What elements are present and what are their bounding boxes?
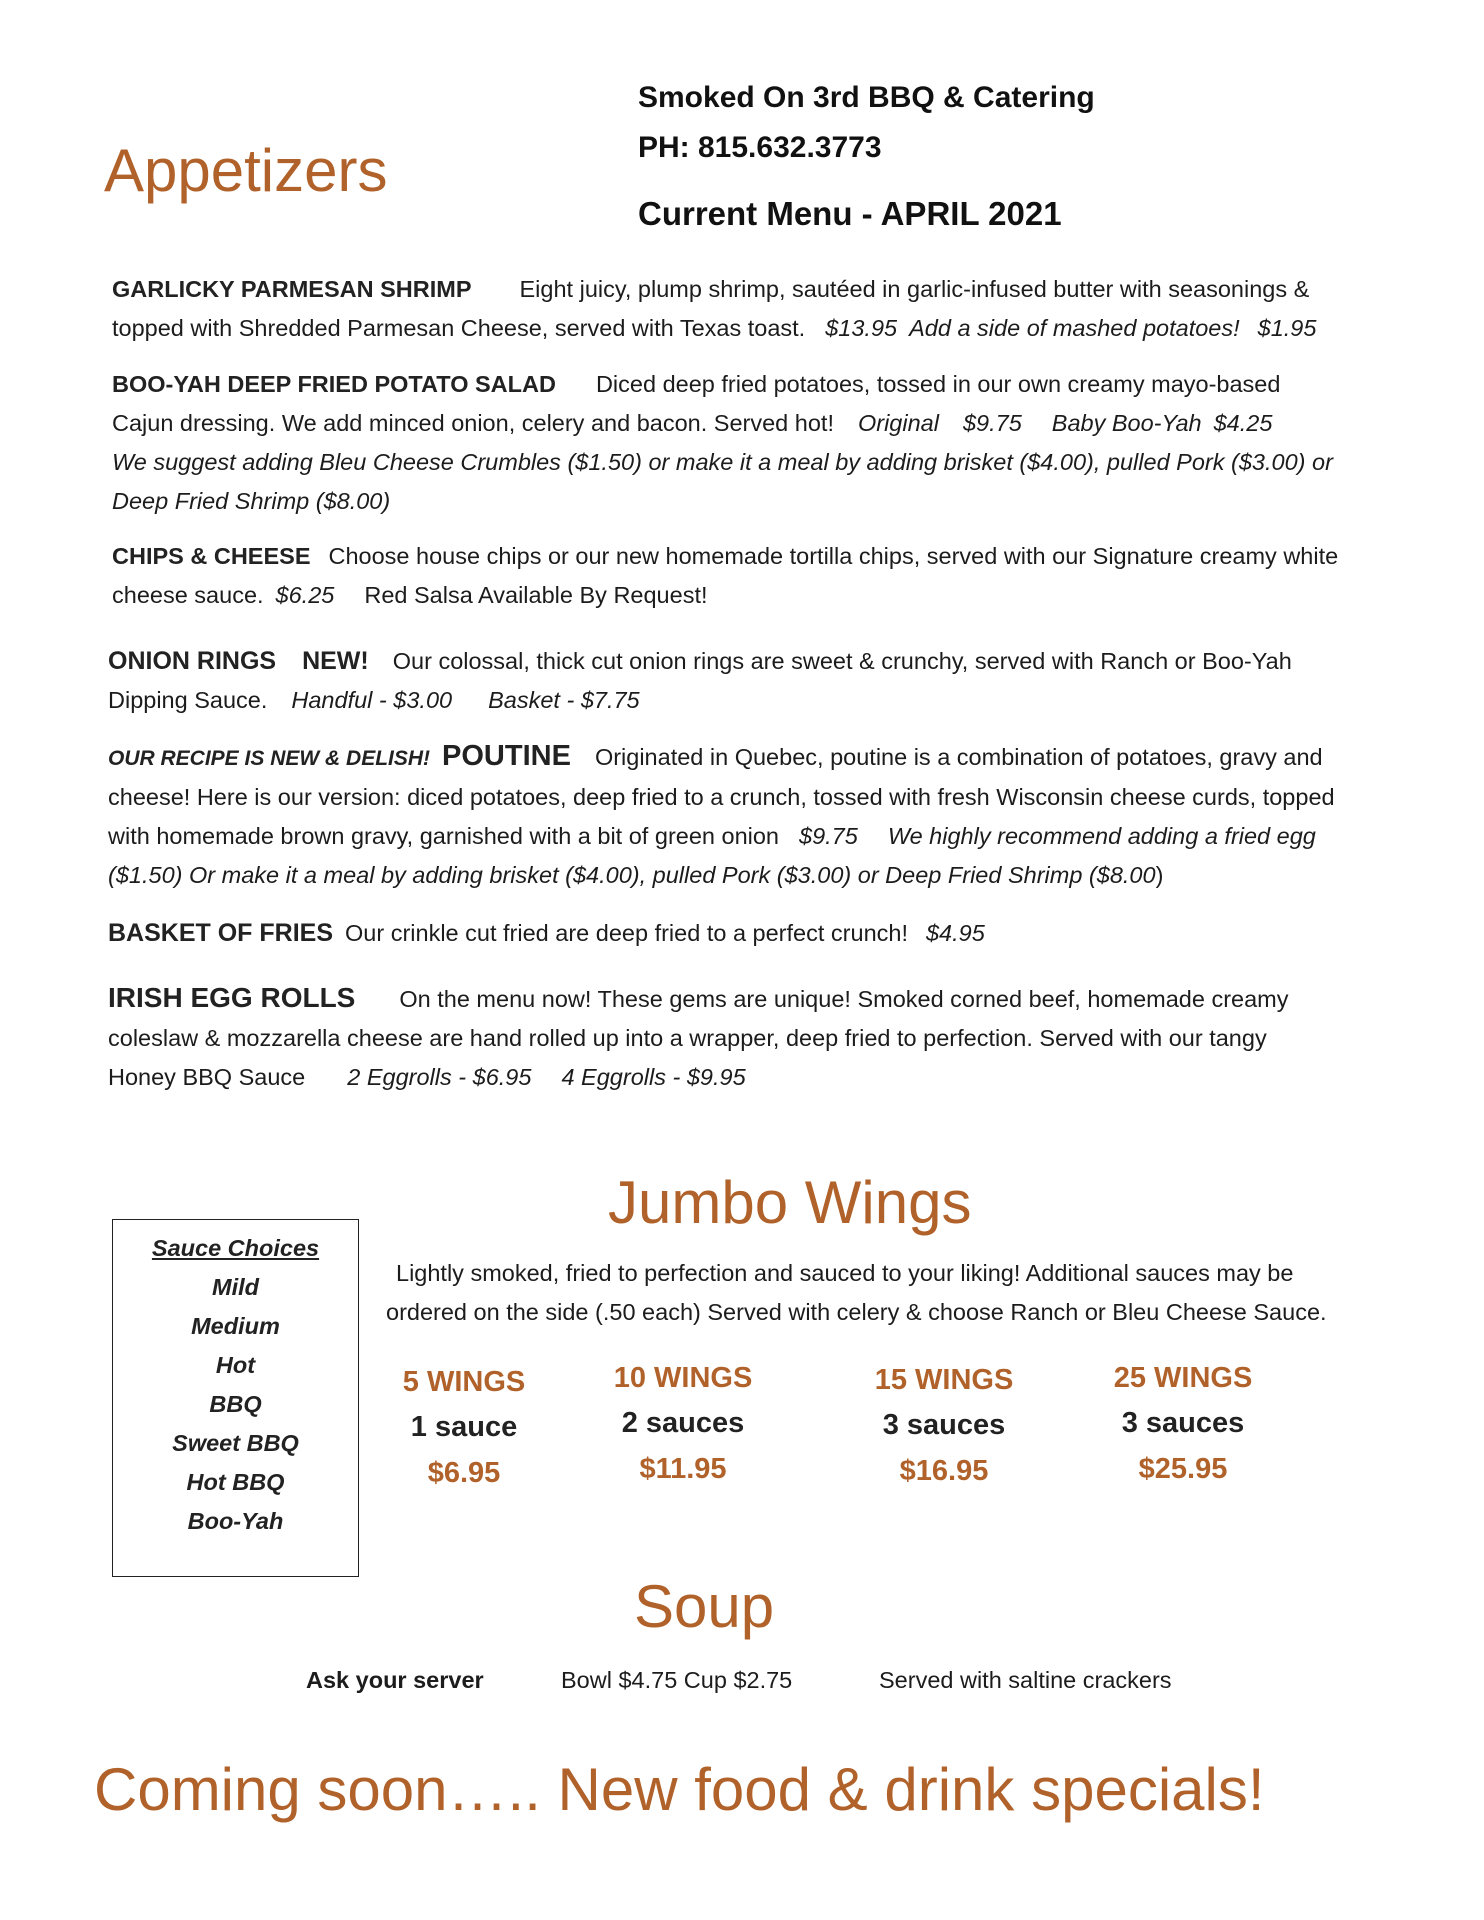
wing-price: $6.95 bbox=[427, 1457, 501, 1489]
item-desc: topped with Shredded Parmesan Cheese, served with Texas toast. bbox=[112, 315, 806, 341]
menu-item-irish-egg-rolls bbox=[108, 978, 1398, 1097]
sauce-choices-title: Sauce Choices bbox=[151, 1235, 320, 1261]
item-name: POUTINE bbox=[442, 740, 571, 772]
item-desc: cheese sauce. bbox=[112, 582, 264, 608]
wing-option-5 bbox=[354, 1362, 574, 1494]
wing-price: $16.95 bbox=[899, 1455, 989, 1487]
wings-desc-line: Lightly smoked, fried to perfection and sauced to your liking! Additional sauces may be bbox=[396, 1260, 1294, 1286]
jumbo-wings-title: Jumbo Wings bbox=[608, 1169, 972, 1236]
item-price: $6.25 bbox=[275, 582, 335, 608]
menu-item-garlicky-shrimp bbox=[112, 270, 1402, 348]
item-price-two: 2 Eggrolls - $6.95 bbox=[347, 1064, 532, 1090]
item-recommendation: We highly recommend adding a fried egg bbox=[887, 823, 1316, 849]
closing-paren: ) bbox=[1155, 862, 1164, 888]
item-suggestion: We suggest adding Bleu Cheese Crumbles ($1.50) or make it a meal by adding brisket ($4.00), pulled Pork ($3.00) or bbox=[112, 449, 1333, 475]
menu-item-basket-fries bbox=[108, 914, 1398, 953]
item-desc: Our colossal, thick cut onion rings are sweet & crunchy, served with Ranch or Boo-Yah bbox=[392, 648, 1292, 674]
item-desc: Honey BBQ Sauce bbox=[108, 1064, 306, 1090]
item-name: BASKET OF FRIES bbox=[108, 919, 334, 947]
soup-prices: Bowl $4.75 Cup $2.75 bbox=[561, 1667, 793, 1693]
item-size-baby: Baby Boo-Yah bbox=[1051, 410, 1202, 436]
item-desc: coleslaw & mozzarella cheese are hand rolled up into a wrapper, deep fried to perfection. Served with our tangy bbox=[108, 1025, 1267, 1051]
wing-sauce-count: 1 sauce bbox=[410, 1411, 518, 1443]
wing-option-15 bbox=[834, 1360, 1054, 1492]
item-desc: cheese! Here is our version: diced potatoes, deep fried to a crunch, tossed with fresh Wisconsin cheese curds, topped bbox=[108, 784, 1335, 810]
wing-price: $11.95 bbox=[639, 1453, 727, 1485]
wing-count: 25 WINGS bbox=[1113, 1362, 1253, 1394]
item-name: GARLICKY PARMESAN SHRIMP bbox=[112, 276, 472, 302]
item-size-original: Original bbox=[857, 410, 939, 436]
sauce-option: Boo-Yah bbox=[187, 1508, 284, 1534]
wing-sauce-count: 2 sauces bbox=[621, 1407, 745, 1439]
item-price: $9.75 bbox=[799, 823, 858, 849]
wings-description bbox=[386, 1254, 1327, 1332]
wing-option-10 bbox=[573, 1358, 793, 1490]
item-desc: Dipping Sauce. bbox=[108, 687, 268, 713]
soup-ask-server: Ask your server bbox=[306, 1667, 484, 1693]
item-price: $13.95 bbox=[825, 315, 898, 341]
item-desc: Choose house chips or our new homemade tortilla chips, served with our Signature creamy white bbox=[328, 543, 1339, 569]
wing-price: $25.95 bbox=[1138, 1453, 1228, 1485]
sauce-choices-box bbox=[112, 1219, 359, 1577]
item-note: Red Salsa Available By Request! bbox=[364, 582, 708, 608]
wing-sauce-count: 3 sauces bbox=[1121, 1407, 1245, 1439]
wings-desc-line: ordered on the side (.50 each) Served with celery & choose Ranch or Bleu Cheese Sauce. bbox=[386, 1299, 1327, 1325]
item-addon: Add a side of mashed potatoes! bbox=[909, 315, 1240, 341]
item-price: $9.75 bbox=[962, 410, 1022, 436]
item-name: BOO-YAH DEEP FRIED POTATO SALAD bbox=[112, 371, 556, 397]
sauce-option: Mild bbox=[212, 1274, 259, 1300]
menu-item-chips-cheese bbox=[112, 537, 1402, 615]
item-price: $4.25 bbox=[1213, 410, 1273, 436]
wing-count: 5 WINGS bbox=[402, 1366, 526, 1398]
item-name: IRISH EGG ROLLS bbox=[108, 982, 356, 1013]
item-desc: Cajun dressing. We add minced onion, celery and bacon. Served hot! bbox=[112, 410, 834, 436]
sauce-option: Hot bbox=[215, 1352, 256, 1378]
sauce-option: Medium bbox=[191, 1313, 280, 1339]
sauce-option: Hot BBQ bbox=[186, 1469, 285, 1495]
item-desc: Our crinkle cut fried are deep fried to a perfect crunch! bbox=[345, 920, 908, 946]
item-price-four: 4 Eggrolls - $9.95 bbox=[561, 1064, 746, 1090]
coming-soon-banner: Coming soon….. New food & drink specials! bbox=[94, 1756, 1265, 1823]
soup-title: Soup bbox=[634, 1573, 775, 1640]
item-price-handful: Handful - $3.00 bbox=[291, 687, 453, 713]
item-addon-price: $1.95 bbox=[1257, 315, 1317, 341]
new-badge: NEW! bbox=[302, 647, 369, 675]
wing-count: 10 WINGS bbox=[613, 1362, 753, 1394]
business-name: Smoked On 3rd BBQ & Catering bbox=[638, 81, 1095, 114]
item-name: ONION RINGS bbox=[108, 647, 277, 675]
sauce-option: Sweet BBQ bbox=[172, 1430, 299, 1456]
item-tag: OUR RECIPE IS NEW & DELISH! bbox=[108, 747, 431, 770]
menu-item-poutine bbox=[108, 737, 1398, 895]
item-price: $4.95 bbox=[925, 920, 985, 946]
item-recommendation: ($1.50) Or make it a meal by adding brisket ($4.00), pulled Pork ($3.00) or Deep Fried Shrimp ($8.00 bbox=[108, 862, 1156, 888]
wing-count: 15 WINGS bbox=[874, 1364, 1014, 1396]
current-menu-label: Current Menu - APRIL 2021 bbox=[638, 195, 1062, 232]
item-desc: On the menu now! These gems are unique! Smoked corned beef, homemade creamy bbox=[399, 986, 1289, 1012]
wing-sauce-count: 3 sauces bbox=[882, 1409, 1006, 1441]
item-desc: Originated in Quebec, poutine is a combination of potatoes, gravy and bbox=[594, 744, 1323, 770]
soup-served-with: Served with saltine crackers bbox=[879, 1667, 1172, 1693]
item-suggestion: Deep Fried Shrimp ($8.00) bbox=[112, 488, 391, 514]
menu-item-onion-rings bbox=[108, 642, 1398, 720]
item-desc: Eight juicy, plump shrimp, sautéed in garlic-infused butter with seasonings & bbox=[519, 276, 1310, 302]
wing-option-25 bbox=[1073, 1358, 1293, 1490]
item-price-basket: Basket - $7.75 bbox=[488, 687, 640, 713]
item-desc: with homemade brown gravy, garnished with a bit of green onion bbox=[108, 823, 780, 849]
item-desc: Diced deep fried potatoes, tossed in our own creamy mayo-based bbox=[595, 371, 1281, 397]
menu-item-potato-salad bbox=[112, 365, 1402, 521]
appetizers-title: Appetizers bbox=[104, 137, 388, 204]
item-name: CHIPS & CHEESE bbox=[112, 543, 311, 569]
phone-number: PH: 815.632.3773 bbox=[638, 131, 882, 164]
sauce-option: BBQ bbox=[209, 1391, 262, 1417]
